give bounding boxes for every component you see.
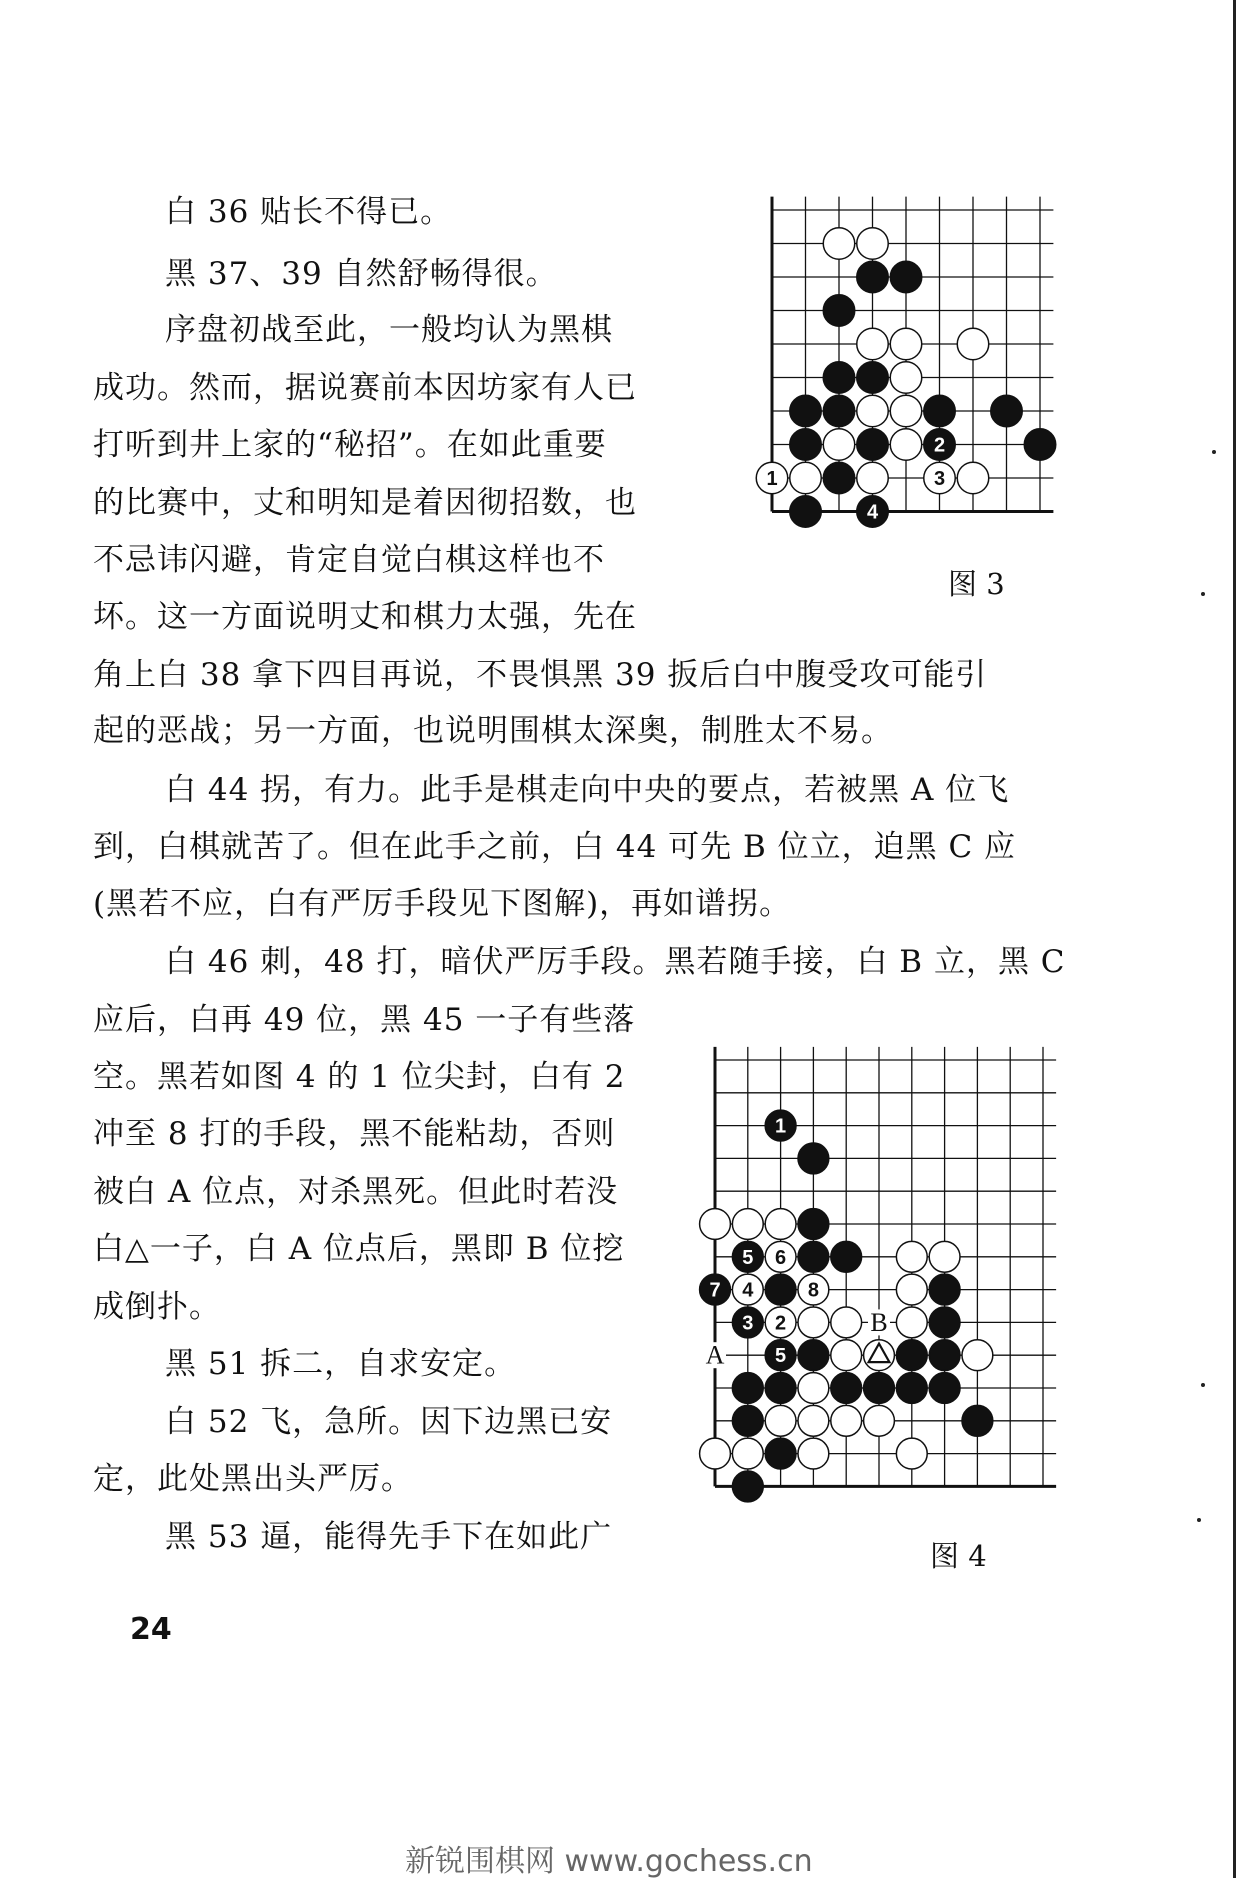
black-stone <box>831 1373 862 1404</box>
move-number: 4 <box>866 501 879 524</box>
paragraph-line: 角上白 38 拿下四目再说，不畏惧黑 39 扳后白中腹受攻可能引 <box>93 657 988 693</box>
black-stone <box>790 496 821 527</box>
paragraph-line: 序盘初战至此，一般均认为黑棋 <box>165 312 613 348</box>
move-number: 1 <box>775 1115 787 1138</box>
white-stone <box>700 1209 731 1240</box>
paragraph-line: 打听到井上家的“秘招”。在如此重要 <box>93 427 607 463</box>
paragraph-line: 被白 A 位点，对杀黑死。但此时若没 <box>93 1174 619 1210</box>
paragraph-line: 白 36 贴长不得已。 <box>165 194 453 230</box>
footer-watermark: 新锐围棋网 www.gochess.cn <box>405 1844 813 1879</box>
scan-speck <box>1201 592 1205 596</box>
figure-caption-3: 图 3 <box>948 567 1005 601</box>
black-stone <box>798 1209 829 1240</box>
move-number: 6 <box>775 1246 787 1269</box>
white-stone <box>896 1274 927 1305</box>
black-stone <box>857 362 888 393</box>
black-stone <box>765 1373 796 1404</box>
black-stone <box>962 1405 993 1436</box>
paragraph-line: (黑若不应，白有严厉手段见下图解)，再如谱拐。 <box>93 886 792 922</box>
black-stone <box>798 1241 829 1272</box>
white-stone <box>831 1307 862 1338</box>
white-stone <box>700 1438 731 1469</box>
white-stone <box>765 1405 796 1436</box>
paragraph-line: 空。黑若如图 4 的 1 位尖封，白有 2 <box>93 1059 626 1095</box>
black-stone <box>823 395 854 426</box>
black-stone <box>790 395 821 426</box>
white-stone <box>798 1373 829 1404</box>
white-stone <box>765 1241 796 1272</box>
black-stone <box>732 1373 763 1404</box>
white-stone <box>732 1438 763 1469</box>
black-stone <box>831 1241 862 1272</box>
white-stone <box>765 1307 796 1338</box>
black-stone <box>823 462 854 493</box>
paragraph-line: 成倒扑。 <box>93 1289 221 1325</box>
paragraph-line: 不忌讳闪避，肯定自觉白棋这样也不 <box>93 542 605 578</box>
white-stone <box>864 1405 895 1436</box>
black-stone <box>924 429 955 460</box>
white-stone <box>831 1340 862 1371</box>
black-stone <box>765 1340 796 1371</box>
white-stone <box>857 328 888 359</box>
white-stone <box>957 328 988 359</box>
figure-caption-4: 图 4 <box>930 1539 987 1573</box>
black-stone <box>929 1373 960 1404</box>
paragraph-line: 坏。这一方面说明丈和棋力太强，先在 <box>93 599 637 635</box>
white-stone <box>823 228 854 259</box>
black-stone <box>896 1373 927 1404</box>
white-stone <box>798 1405 829 1436</box>
black-stone <box>929 1274 960 1305</box>
white-stone <box>962 1340 993 1371</box>
white-stone <box>790 462 821 493</box>
black-stone <box>732 1405 763 1436</box>
black-stone <box>823 362 854 393</box>
paragraph-line: 白 52 飞，急所。因下边黑已安 <box>165 1404 613 1440</box>
white-stone <box>890 362 921 393</box>
black-stone <box>924 395 955 426</box>
paragraph-line: 白 46 刺，48 打，暗伏严厉手段。黑若随手接，白 B 立，黑 C <box>165 944 1066 980</box>
white-stone <box>798 1438 829 1469</box>
paragraph-line: 到，白棋就苦了。但在此手之前，白 44 可先 B 位立，迫黑 C 应 <box>93 829 1017 865</box>
paragraph-line: 应后，白再 49 位，黑 45 一子有些落 <box>93 1002 636 1038</box>
black-stone <box>765 1110 796 1141</box>
black-stone <box>823 295 854 326</box>
move-number: 4 <box>742 1279 754 1302</box>
move-number: 5 <box>742 1246 754 1269</box>
black-stone <box>890 261 921 292</box>
black-stone <box>929 1340 960 1371</box>
white-stone <box>857 228 888 259</box>
white-stone <box>890 395 921 426</box>
black-stone <box>1024 429 1055 460</box>
move-number: 3 <box>933 468 946 490</box>
white-stone <box>857 395 888 426</box>
move-number: 2 <box>775 1312 787 1335</box>
black-stone <box>732 1471 763 1502</box>
white-stone <box>765 1209 796 1240</box>
paragraph-line: 黑 51 拆二，自求安定。 <box>165 1346 517 1382</box>
black-stone <box>765 1438 796 1469</box>
paragraph-line: 冲至 8 打的手段，黑不能粘劫，否则 <box>93 1116 616 1152</box>
black-stone <box>798 1143 829 1174</box>
move-number: 7 <box>709 1279 721 1302</box>
go-diagram-fig3 <box>760 190 1080 524</box>
scan-speck <box>1201 1383 1205 1387</box>
black-stone <box>857 261 888 292</box>
paragraph-line: 白 44 拐，有力。此手是棋走向中央的要点，若被黑 A 位飞 <box>165 772 1010 808</box>
paragraph-line: 起的恶战；另一方面，也说明围棋太深奥，制胜太不易。 <box>93 713 893 749</box>
white-stone <box>756 462 787 493</box>
white-stone <box>798 1274 829 1305</box>
white-stone <box>896 1438 927 1469</box>
page-number: 24 <box>130 1612 172 1647</box>
white-stone <box>864 1340 895 1371</box>
white-stone <box>798 1307 829 1338</box>
move-number: 5 <box>775 1345 787 1368</box>
white-stone <box>831 1405 862 1436</box>
black-stone <box>929 1307 960 1338</box>
white-stone <box>957 462 988 493</box>
paragraph-line: 白△一子，白 A 位点后，黑即 B 位挖 <box>93 1231 625 1267</box>
black-stone <box>857 429 888 460</box>
black-stone <box>798 1340 829 1371</box>
point-label: A <box>705 1340 725 1370</box>
white-stone <box>896 1241 927 1272</box>
white-stone <box>732 1209 763 1240</box>
paragraph-line: 成功。然而，据说赛前本因坊家有人已 <box>93 370 637 406</box>
black-stone <box>857 496 888 527</box>
go-diagram-fig4 <box>700 1040 1070 1515</box>
black-stone <box>732 1241 763 1272</box>
black-stone <box>700 1274 731 1305</box>
point-label: B <box>870 1307 888 1337</box>
move-number: 1 <box>766 468 778 490</box>
white-stone <box>896 1307 927 1338</box>
scan-speck <box>1212 450 1216 454</box>
move-number: 3 <box>742 1312 754 1335</box>
white-stone <box>732 1274 763 1305</box>
paragraph-line: 的比赛中，丈和明知是着因彻招数，也 <box>93 485 637 521</box>
paragraph-line: 黑 37、39 自然舒畅得很。 <box>165 256 558 292</box>
black-stone <box>991 395 1022 426</box>
white-stone <box>890 429 921 460</box>
black-stone <box>732 1307 763 1338</box>
move-number: 2 <box>933 434 946 457</box>
white-stone <box>890 328 921 359</box>
move-number: 8 <box>807 1279 819 1302</box>
white-stone <box>924 462 955 493</box>
black-stone <box>864 1373 895 1404</box>
white-stone <box>929 1241 960 1272</box>
paragraph-line: 定，此处黑出头严厉。 <box>93 1461 413 1497</box>
black-stone <box>765 1274 796 1305</box>
black-stone <box>896 1340 927 1371</box>
white-stone <box>857 462 888 493</box>
paragraph-line: 黑 53 逼，能得先手下在如此广 <box>165 1519 613 1555</box>
scan-speck <box>1197 1518 1201 1522</box>
scan-border <box>1233 0 1236 1878</box>
black-stone <box>790 429 821 460</box>
white-stone <box>823 429 854 460</box>
